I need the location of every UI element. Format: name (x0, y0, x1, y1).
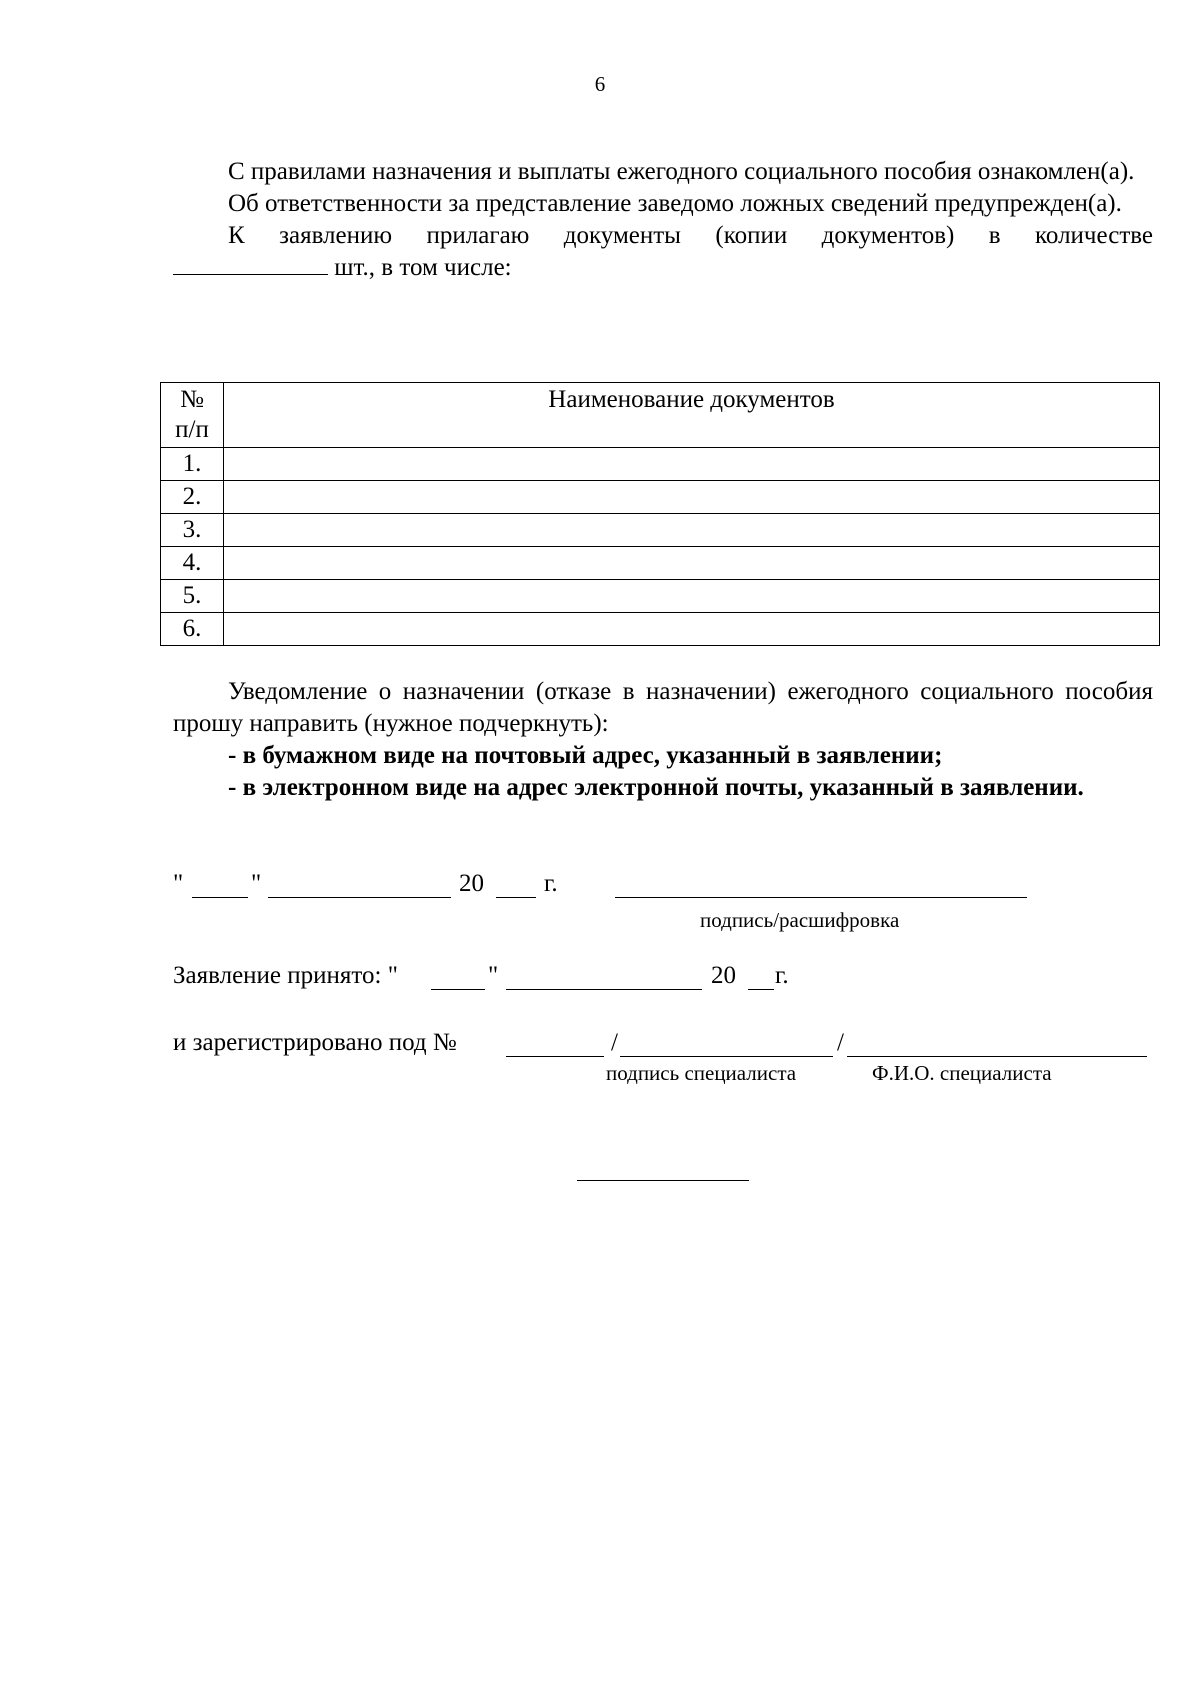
table-row (161, 514, 1160, 547)
accepted-month-blank[interactable] (506, 989, 702, 990)
specialist-name-caption: Ф.И.О. специалиста (872, 1061, 1052, 1085)
date-year-prefix: 20 (459, 870, 484, 897)
table-row (161, 580, 1160, 613)
table-row (161, 448, 1160, 481)
row-document-name[interactable] (224, 514, 1160, 547)
specialist-signature-blank[interactable] (620, 1056, 833, 1057)
row-number: 2. (161, 481, 224, 514)
row-number: 3. (161, 514, 224, 547)
date-quote-open: " (173, 870, 184, 897)
row-document-name[interactable] (224, 580, 1160, 613)
liability-warning-paragraph: Об ответственности за представление заведомо ложных сведений предупрежден(а). (228, 190, 1122, 217)
row-number: 4. (161, 547, 224, 580)
accepted-label: Заявление принято: " (173, 962, 398, 989)
accepted-year-suffix: г. (775, 962, 789, 989)
date-quote-close: " (251, 870, 262, 897)
intro-text (173, 156, 1153, 284)
header-name-cell: Наименование документов (224, 383, 1160, 448)
row-number: 6. (161, 613, 224, 646)
specialist-signature-caption: подпись специалиста (606, 1061, 797, 1085)
notification-block (173, 676, 1153, 804)
row-document-name[interactable] (224, 547, 1160, 580)
date-month-blank[interactable] (268, 897, 451, 898)
date-year-suffix: г. (544, 870, 558, 897)
row-number: 5. (161, 580, 224, 613)
table-header-row (161, 383, 1160, 448)
documents-table (160, 382, 1160, 646)
attachments-paragraph: К заявлению прилагаю документы (копии документов) в количестве (228, 222, 1153, 249)
registration-number-blank[interactable] (506, 1056, 604, 1057)
page-number: 6 (594, 72, 606, 96)
header-number-pp: п/п (175, 416, 209, 443)
table-row (161, 613, 1160, 646)
row-document-name[interactable] (224, 481, 1160, 514)
registered-slash-1: / (611, 1029, 618, 1056)
notification-paragraph: Уведомление о назначении (отказе в назначении) ежегодного социального пособия прошу направить (нужное подчеркнуть): (173, 678, 1153, 737)
specialist-name-blank[interactable] (847, 1056, 1147, 1057)
attachments-count-tail: шт., в том числе: (334, 254, 512, 281)
accepted-year-prefix: 20 (711, 962, 736, 989)
attachments-count-blank[interactable] (173, 252, 328, 275)
row-document-name[interactable] (224, 613, 1160, 646)
table-row (161, 481, 1160, 514)
row-document-name[interactable] (224, 448, 1160, 481)
registered-slash-2: / (837, 1029, 844, 1056)
attachments-count-line (173, 252, 1153, 284)
header-number-sign: № (180, 386, 204, 413)
date-year-blank[interactable] (496, 897, 536, 898)
accepted-quote-close: " (488, 962, 499, 989)
registered-label: и зарегистрировано под № (173, 1029, 457, 1056)
date-day-blank[interactable] (192, 897, 248, 898)
rules-acknowledged-paragraph: С правилами назначения и выплаты ежегодного социального пособия ознакомлен(а). (228, 158, 1135, 185)
signature-blank[interactable] (615, 897, 1027, 898)
header-number-cell (161, 383, 224, 448)
accepted-year-blank[interactable] (748, 989, 774, 990)
signature-caption: подпись/расшифровка (700, 908, 900, 932)
accepted-day-blank[interactable] (431, 989, 485, 990)
table-row (161, 547, 1160, 580)
option-email-delivery[interactable]: - в электронном виде на адрес электронной почты, указанный в заявлении. (228, 774, 1084, 801)
row-number: 1. (161, 448, 224, 481)
option-paper-delivery[interactable]: - в бумажном виде на почтовый адрес, указанный в заявлении; (228, 742, 943, 769)
closing-separator-line (577, 1180, 749, 1181)
